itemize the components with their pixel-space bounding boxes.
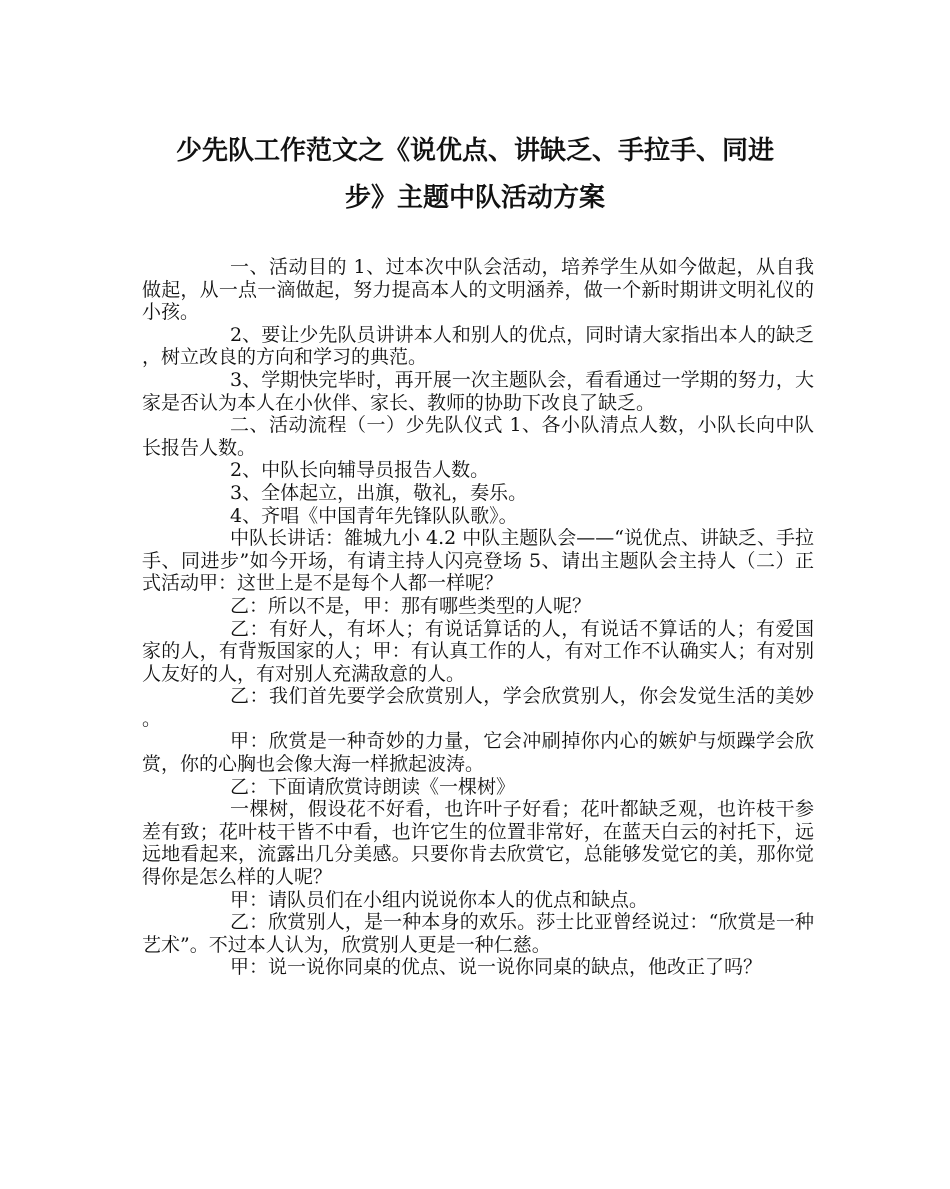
paragraph-3: 3、学期快完毕时，再开展一次主题队会，看看通过一学期的努力，大家是否认为本人在小伙伴、家长、教师的协助下改良了缺乏。 [142,368,814,414]
paragraph-1: 一、活动目的 1、过本次中队会活动，培养学生从如今做起，从自我做起，从一点一滴做起，努力提高本人的文明涵养，做一个新时期讲文明礼仪的小孩。 [142,256,814,324]
paragraph-9: 乙：所以不是，甲：那有哪些类型的人呢？ [230,594,592,617]
paragraph-14: 一棵树，假设花不好看，也许叶子好看；花叶都缺乏观，也许枝干参差有致；花叶枝干皆不中看，也许它生的位置非常好，在蓝天白云的衬托下，远远地看起来，流露出几分美感。只要你肯去欣赏它，总能够发觉它的美，那你觉得你是怎么样的人呢？ [142,798,814,889]
paragraph-10: 乙：有好人，有坏人；有说话算话的人，有说话不算话的人；有爱国家的人，有背叛国家的人；甲：有认真工作的人，有对工作不认确实人；有对别人友好的人，有对别人充满敌意的人。 [142,617,814,685]
paragraph-17: 甲：说一说你同桌的优点、说一说你同桌的缺点，他改正了吗？ [230,956,763,979]
document-title [140,128,810,222]
document-body [142,256,814,979]
paragraph-8: 中队长讲话：雒城九小 4.2 中队主题队会——“说优点、讲缺乏、手拉手、同进步”如今开场，有请主持人闪亮登场 5、请出主题队会主持人（二）正式活动甲：这世上是不是每个人都一样呢？ [142,527,815,595]
paragraph-6: 3、全体起立，出旗，敬礼，奏乐。 [230,481,528,504]
paragraph-16: 乙：欣赏别人，是一种本身的欢乐。莎士比亚曾经说过：“欣赏是一种艺术”。不过本人认为，欣赏别人更是一种仁慈。 [142,911,814,956]
paragraph-12: 甲：欣赏是一种奇妙的力量，它会冲刷掉你内心的嫉妒与烦躁学会欣赏，你的心胸也会像大海一样掀起波涛。 [142,730,814,776]
paragraph-15: 甲：请队员们在小组内说说你本人的优点和缺点。 [230,888,649,911]
paragraph-13: 乙：下面请欣赏诗朗读《一棵树》 [230,775,516,798]
paragraph-11: 乙：我们首先要学会欣赏别人，学会欣赏别人，你会发觉生活的美妙。 [142,685,814,730]
title-line-2: 步》主题中队活动方案 [344,183,605,213]
paragraph-4: 二、活动流程（一）少先队仪式 1、各小队清点人数，小队长向中队长报告人数。 [142,414,814,459]
paragraph-7: 4、齐唱《中国青年先锋队队歌》。 [230,504,518,527]
paragraph-5: 2、中队长向辅导员报告人数。 [230,459,490,482]
paragraph-2: 2、要让少先队员讲讲本人和别人的优点，同时请大家指出本人的缺乏，树立改良的方向和学习的典范。 [142,323,814,369]
title-line-1: 少先队工作范文之《说优点、讲缺乏、手拉手、同进 [175,136,774,166]
